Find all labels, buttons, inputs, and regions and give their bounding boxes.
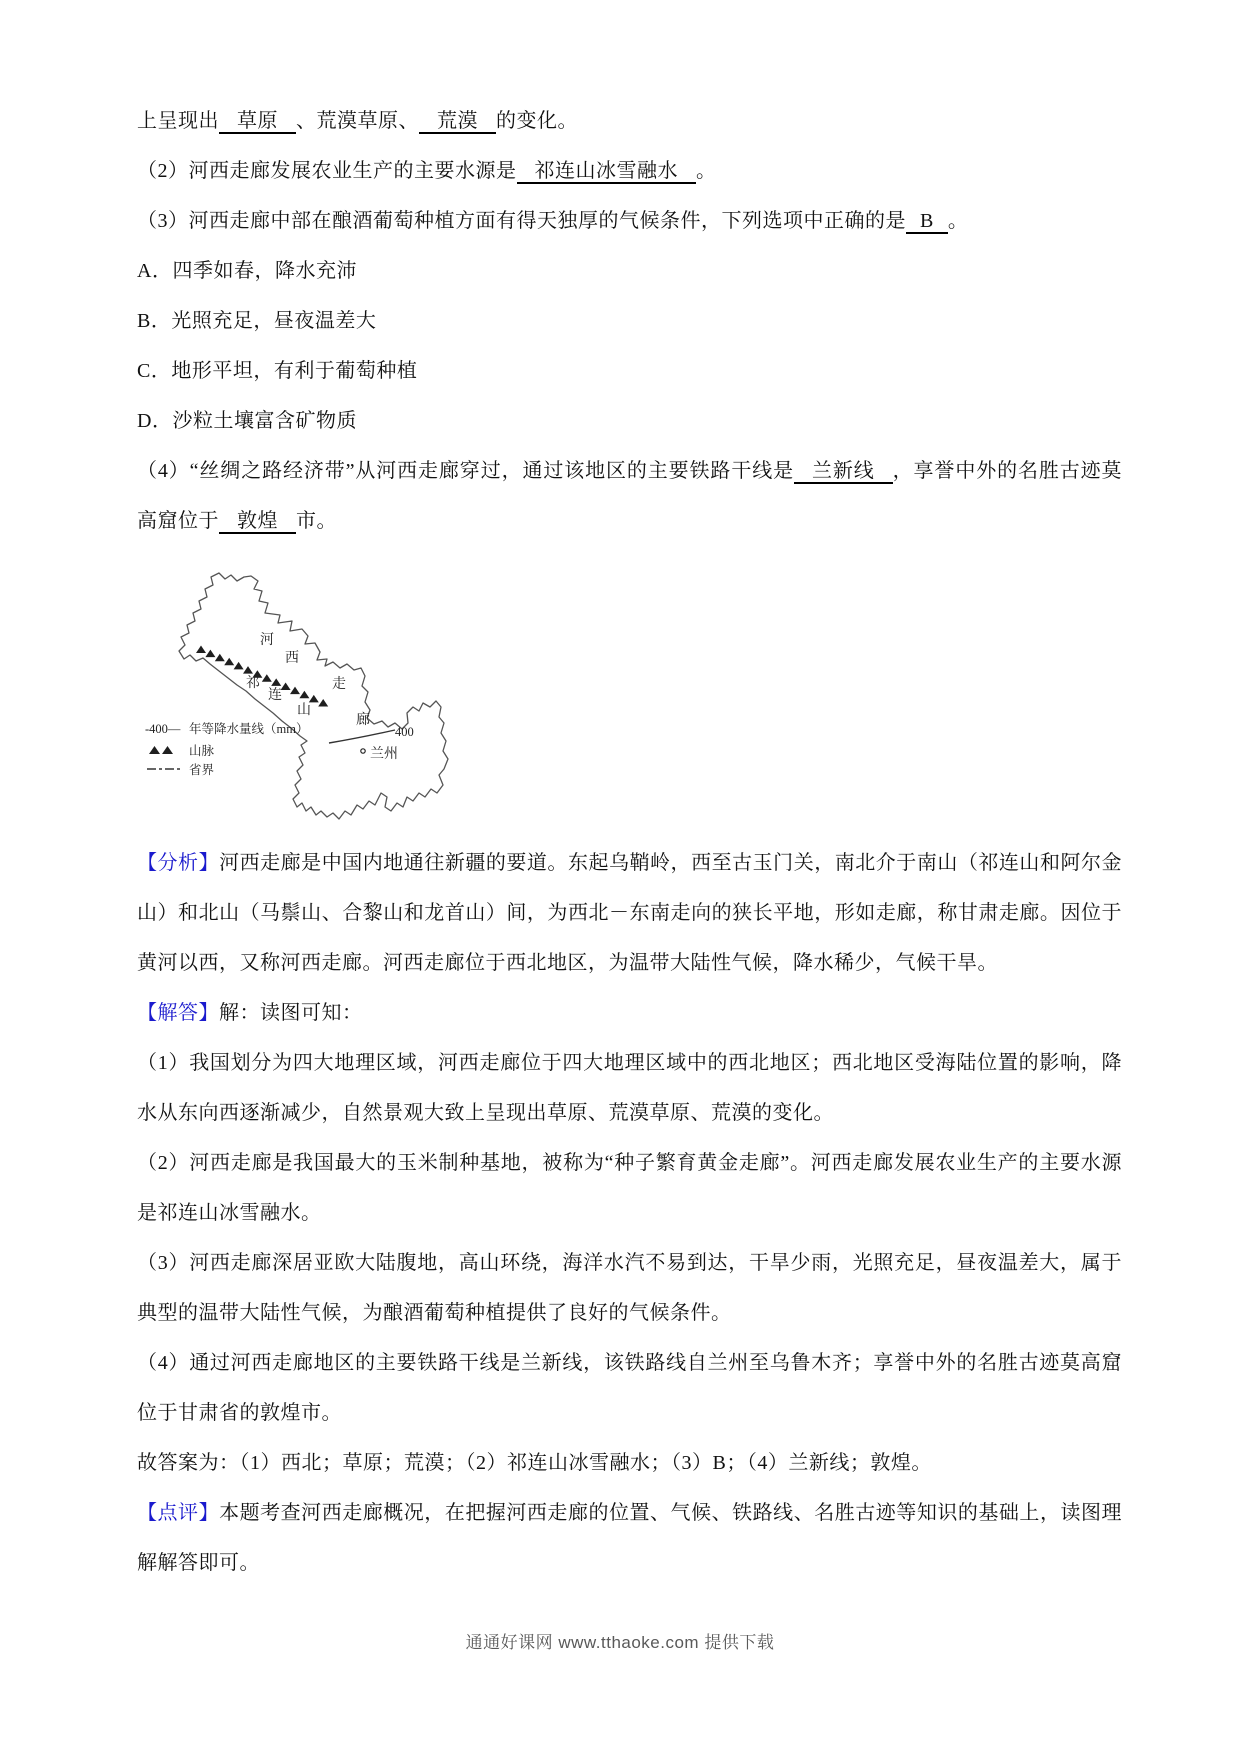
fill-in-continuation-line (137, 96, 1122, 146)
fill-mid-text: 、荒漠草原、 (296, 110, 419, 132)
question-2-text: （2）河西走廊发展农业生产的主要水源是 (137, 160, 517, 182)
option-c: C．地形平坦，有利于葡萄种植 (137, 360, 418, 382)
question-4-line (137, 446, 1122, 546)
solution-point-2: （2）河西走廊是我国最大的玉米制种基地，被称为“种子繁育黄金走廊”。河西走廊发展农业生产的主要水源是祁连山冰雪融水。 (137, 1152, 1122, 1224)
lanzhou-city-label: 兰州 (370, 747, 398, 762)
question-4-mid: ，享誉中外的名胜古迹莫高窟位于 (137, 460, 1123, 532)
map-label-he: 河 (260, 633, 274, 648)
solution-intro-text: 解：读图可知： (219, 1002, 363, 1024)
solution-label: 【解答】 (137, 1002, 219, 1024)
answer-blank-choice: B (906, 210, 948, 234)
solution-intro-line (137, 988, 1122, 1038)
final-answer-line: 故答案为：（1）西北；草原；荒漠；（2）祁连山冰雪融水；（3）B；（4）兰新线；敦煌。 (137, 1452, 932, 1474)
question-2-line (137, 146, 1122, 196)
analysis-paragraph (137, 838, 1122, 988)
map-label-zou: 走 (332, 677, 346, 692)
fill-post-text: 的变化。 (496, 110, 578, 132)
option-b: B．光照充足，昼夜温差大 (137, 310, 377, 332)
map-label-lian: 连 (268, 688, 282, 703)
question-2-post: 。 (696, 160, 717, 182)
isoline-value-label: 400 (395, 725, 414, 739)
solution-point-4: （4）通过河西走廊地区的主要铁路干线是兰新线，该铁路线自兰州至乌鲁木齐；享誉中外的名胜古迹莫高窟位于甘肃省的敦煌市。 (137, 1352, 1122, 1424)
isohyet-400-line (329, 730, 395, 743)
lanzhou-city-marker (361, 749, 365, 753)
fill-pre-text: 上呈现出 (137, 110, 219, 132)
question-3-text: （3）河西走廊中部在酿酒葡萄种植方面有得天独厚的气候条件，下列选项中正确的是 (137, 210, 906, 232)
qilian-mountain-range-symbol (196, 646, 328, 707)
option-d: D．沙粒土壤富含矿物质 (137, 410, 357, 432)
question-3-line (137, 196, 1122, 246)
option-a: A．四季如春，降水充沛 (137, 260, 357, 282)
legend-isoline-label: 年等降水量线（mm） (189, 722, 309, 736)
page-footer: 通通好课网 www.tthaoke.com 提供下载 (465, 1633, 775, 1652)
answer-blank-water-source: 祁连山冰雪融水 (517, 160, 697, 184)
question-4-post: 市。 (296, 510, 337, 532)
answer-blank-railway: 兰新线 (794, 460, 893, 484)
map-label-lang: 廊 (356, 713, 370, 728)
map-label-xi: 西 (285, 651, 299, 666)
legend-mountain-icon (149, 746, 173, 754)
map-label-qi: 祁 (246, 676, 260, 691)
analysis-label: 【分析】 (137, 852, 220, 874)
legend-border-label: 省界 (189, 763, 215, 777)
legend-mountain-label: 山脉 (189, 744, 215, 758)
answer-blank-city: 敦煌 (219, 510, 296, 534)
analysis-text: 河西走廊是中国内地通往新疆的要道。东起乌鞘岭，西至古玉门关，南北介于南山（祁连山和阿尔金山）和北山（马鬃山、合黎山和龙首山）间，为西北－东南走向的狭长平地，形如走廊，称甘肃走廊。因位于黄河以西，又称河西走廊。河西走廊位于西北地区，为温带大陆性气候，降水稀少，气候干旱。 (137, 852, 1123, 974)
map-legend (145, 721, 308, 777)
comment-label: 【点评】 (137, 1502, 220, 1524)
answer-blank-grassland: 草原 (219, 110, 296, 134)
legend-isoline-symbol: -400— (145, 722, 181, 736)
comment-text: 本题考查河西走廊概况，在把握河西走廊的位置、气候、铁路线、名胜古迹等知识的基础上，读图理解解答即可。 (137, 1502, 1123, 1574)
solution-point-3: （3）河西走廊深居亚欧大陆腹地，高山环绕，海洋水汽不易到达，干旱少雨，光照充足，昼夜温差大，属于典型的温带大陆性气候，为酿酒葡萄种植提供了良好的气候条件。 (137, 1252, 1122, 1324)
question-3-post: 。 (947, 210, 969, 232)
answer-blank-desert: 荒漠 (419, 110, 496, 134)
solution-point-1: （1）我国划分为四大地理区域，河西走廊位于四大地理区域中的西北地区；西北地区受海陆位置的影响，降水从东向西逐渐减少，自然景观大致上呈现出草原、荒漠草原、荒漠的变化。 (137, 1052, 1122, 1124)
hexi-corridor-map (141, 558, 1122, 830)
map-figure (141, 558, 453, 830)
map-label-shan: 山 (297, 703, 311, 718)
question-4-text: （4）“丝绸之路经济带”从河西走廊穿过，通过该地区的主要铁路干线是 (137, 460, 794, 482)
comment-paragraph (137, 1488, 1122, 1588)
